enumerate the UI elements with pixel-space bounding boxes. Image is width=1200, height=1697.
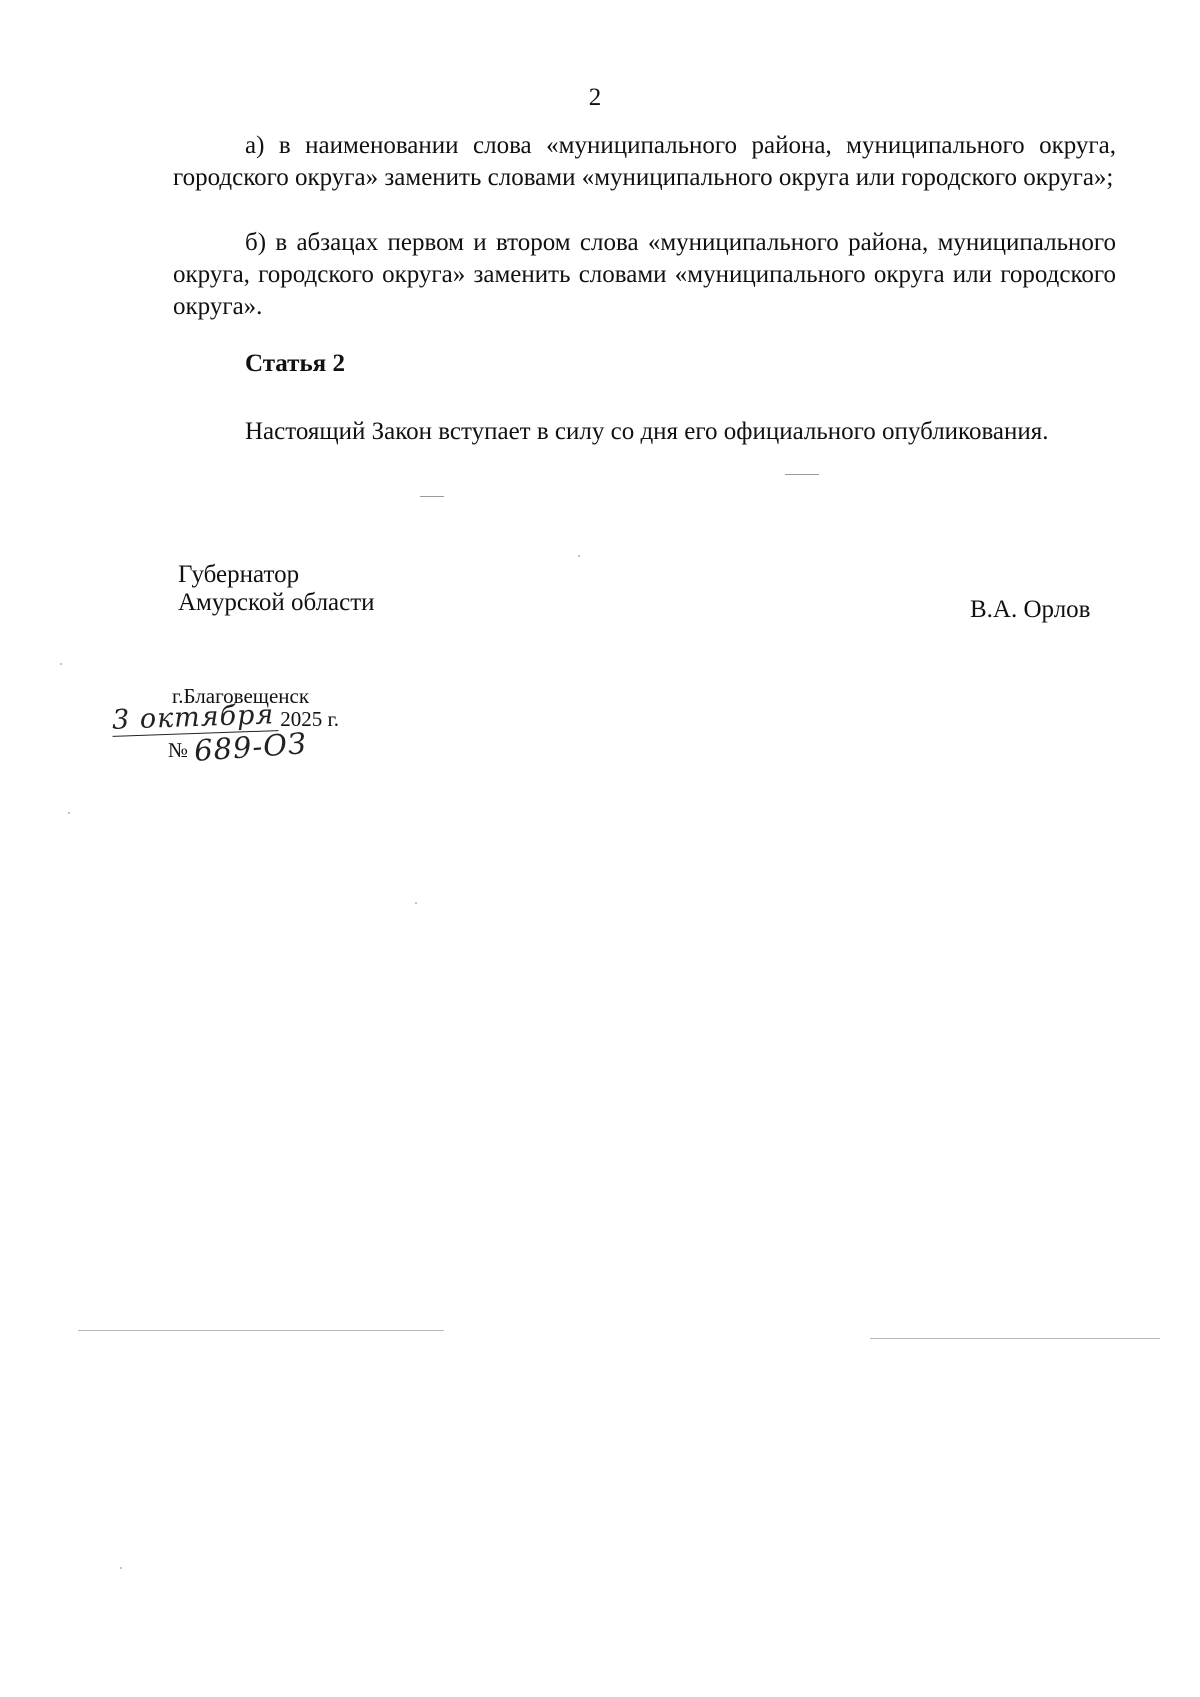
scan-artifact-speck [578, 555, 580, 557]
paragraph-b: б) в абзацах первом и втором слова «муниципального района, муниципального округа, городского округа» заменить словами «муниципального округа или городского округа». [173, 229, 1116, 320]
signatory-title [178, 561, 375, 617]
scan-artifact-speck [60, 663, 62, 665]
place-of-signing: г.Благовещенск [172, 684, 310, 708]
handwritten-law-number: 689-ОЗ [192, 726, 309, 768]
page-number: 2 [588, 84, 602, 111]
scan-artifact-speck [415, 902, 417, 904]
scan-artifact-line [785, 474, 819, 475]
scan-artifact-line [870, 1338, 1160, 1339]
handwritten-date: 3 октября [111, 699, 278, 737]
article-text: Настоящий Закон вступает в силу со дня его официального опубликования. [245, 418, 1049, 445]
signatory-title-line-2: Амурской области [178, 589, 375, 616]
date-year: 2025 г. [280, 707, 340, 731]
law-number [168, 726, 309, 768]
paragraph-a: а) в наименовании слова «муниципального района, муниципального округа, городского округа» заменить словами «муниципального округа или городского округа»; [173, 132, 1116, 191]
signatory-title-line-1: Губернатор [178, 561, 300, 588]
article-heading: Статья 2 [245, 350, 345, 377]
scan-artifact-speck [120, 1567, 122, 1569]
number-sign: № [168, 738, 189, 762]
scan-artifact-line [78, 1330, 444, 1331]
scan-artifact-speck [68, 812, 70, 814]
signatory-name: В.А. Орлов [970, 596, 1091, 623]
scan-artifact-line [420, 496, 444, 497]
